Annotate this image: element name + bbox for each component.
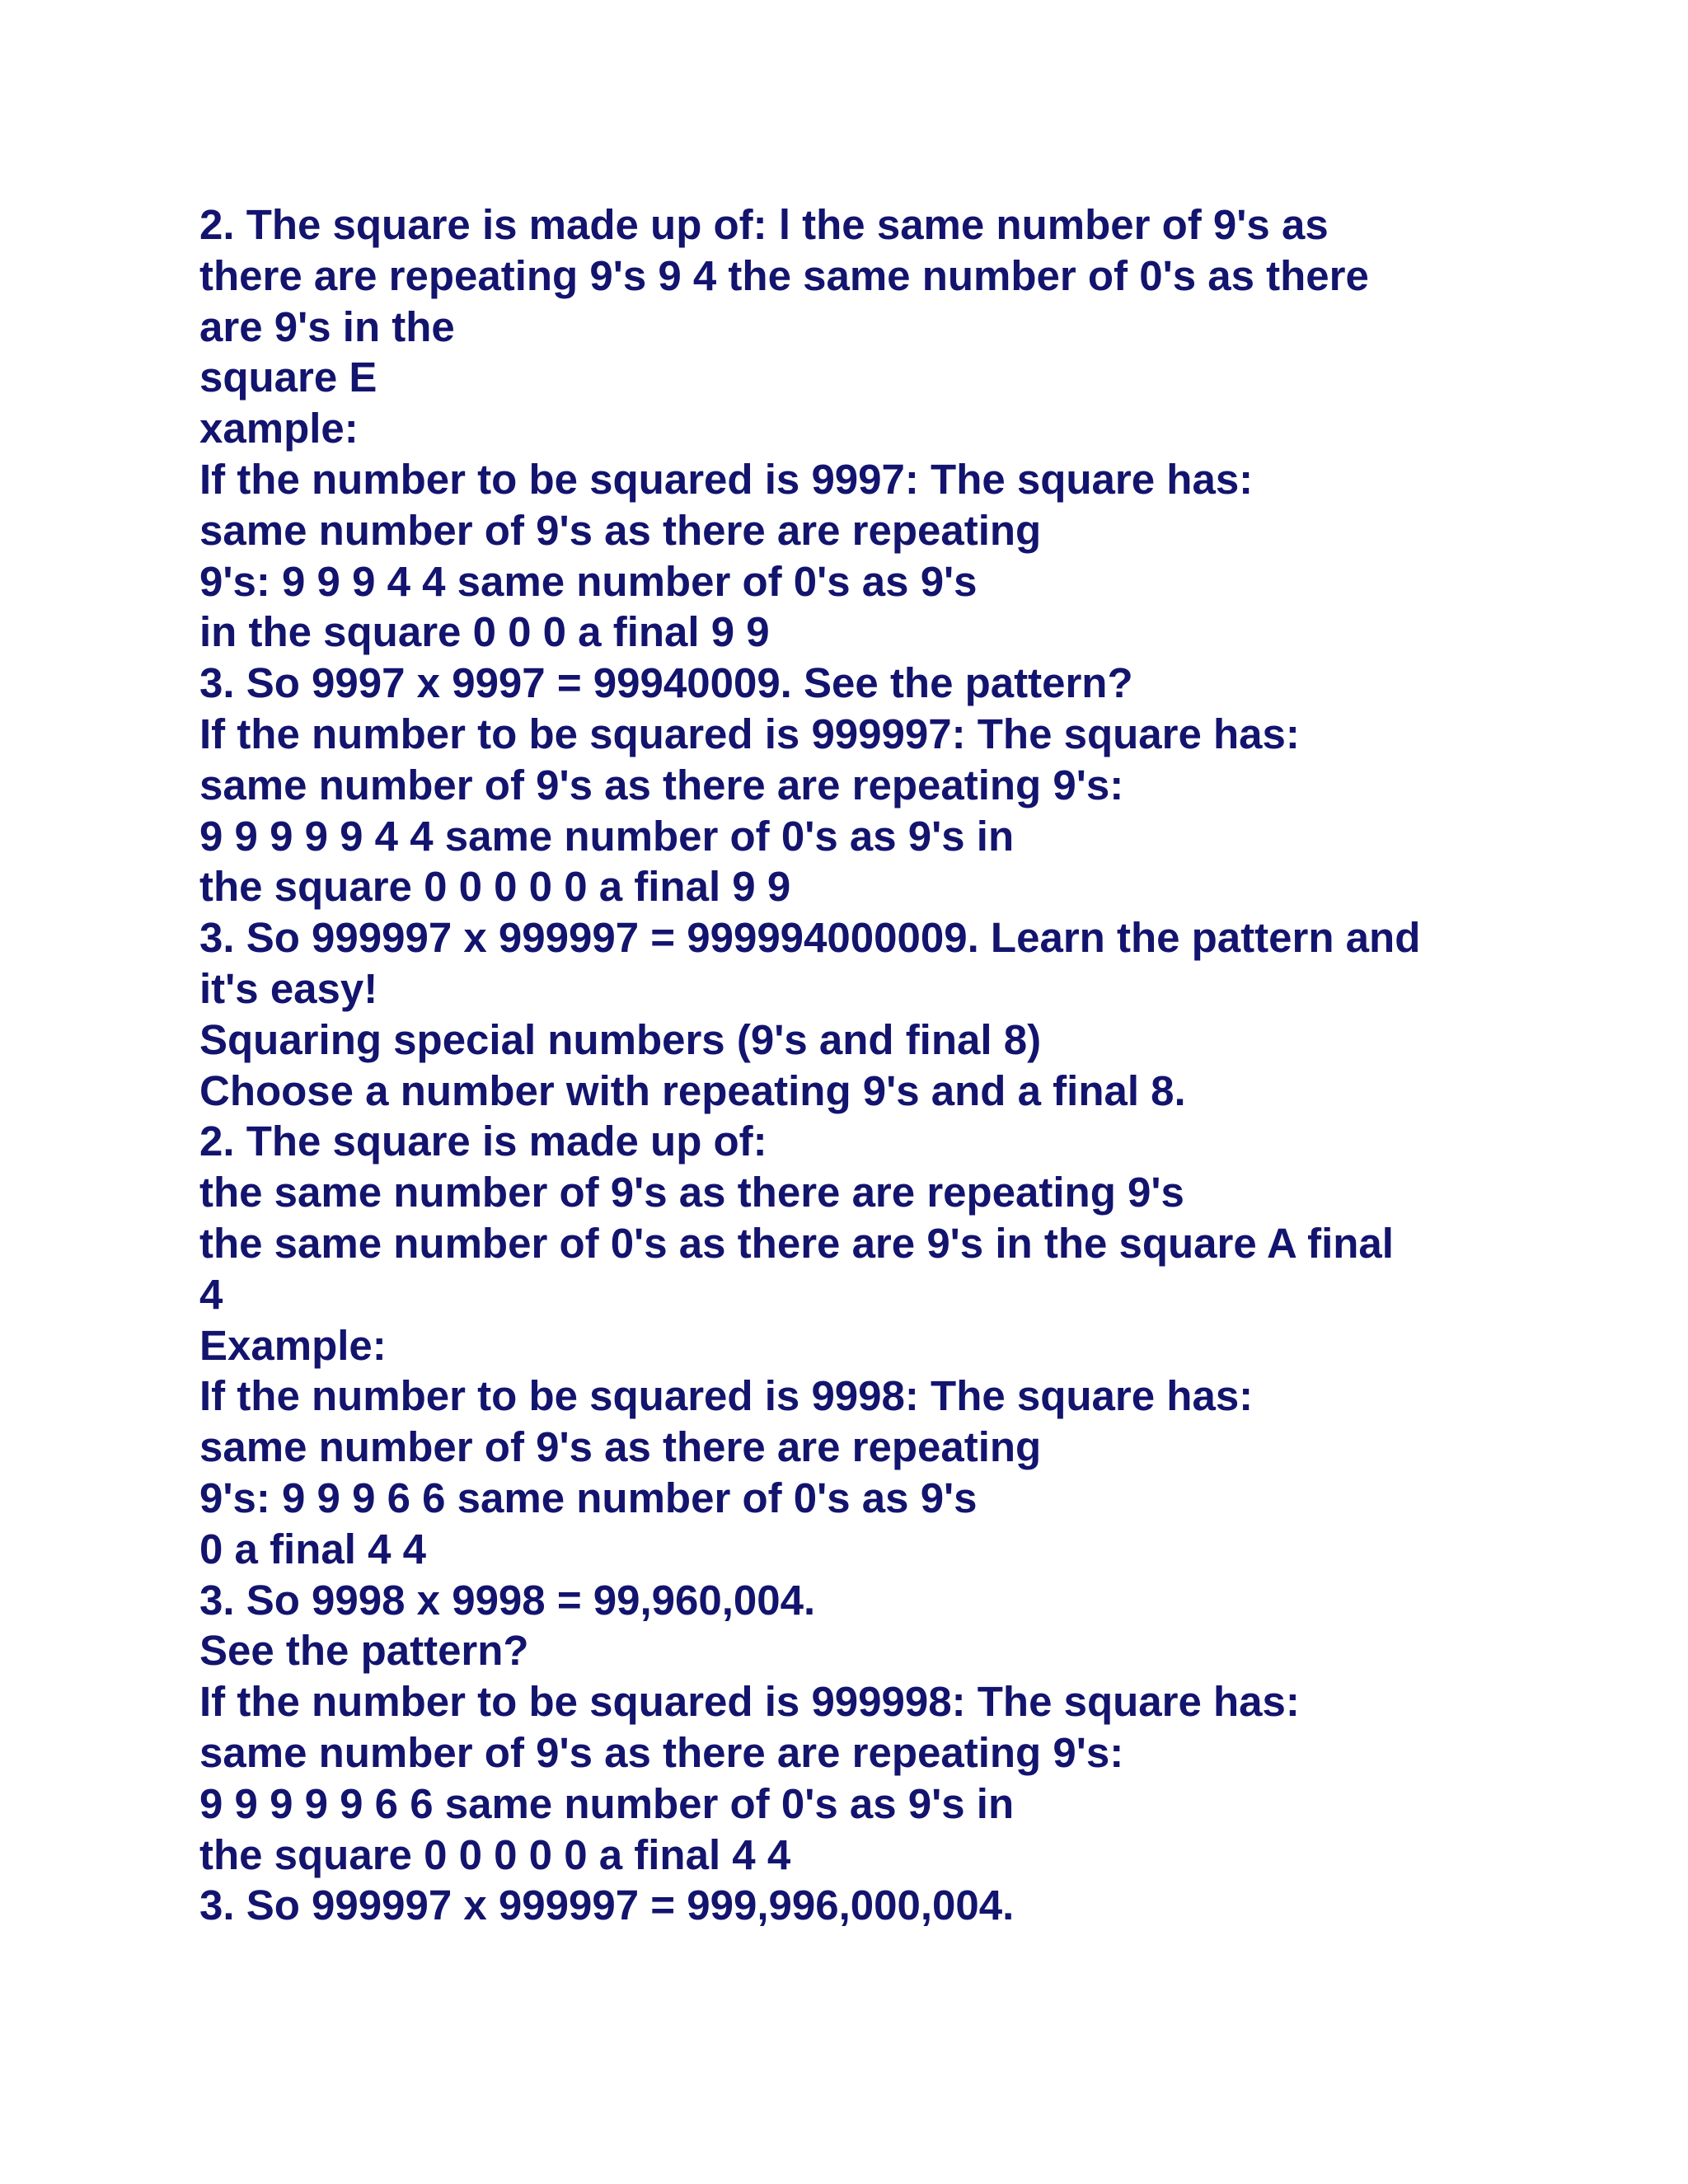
text-line: If the number to be squared is 9998: The square has: <box>199 1372 1254 1420</box>
text-line: 4 <box>199 1270 223 1318</box>
text-line: See the pattern? <box>199 1627 529 1675</box>
text-line: the same number of 0's as there are 9's in the square A final <box>199 1219 1394 1267</box>
text-line: xample: <box>199 405 359 452</box>
text-line: same number of 9's as there are repeating <box>199 506 1042 554</box>
text-line: If the number to be squared is 999998: The square has: <box>199 1678 1300 1726</box>
text-line: Choose a number with repeating 9's and a final 8. <box>199 1066 1186 1114</box>
text-line: 9 9 9 9 9 6 6 same number of 0's as 9's in <box>199 1779 1015 1827</box>
text-line: 9's: 9 9 9 6 6 same number of 0's as 9's <box>199 1474 978 1521</box>
text-line: there are repeating 9's 9 4 the same number of 0's as there <box>199 251 1369 299</box>
text-line: 3. So 999997 x 999997 = 999,996,000,004. <box>199 1882 1015 1929</box>
text-line: 9 9 9 9 9 4 4 same number of 0's as 9's in <box>199 812 1015 860</box>
text-line: the same number of 9's as there are repeating 9's <box>199 1169 1184 1216</box>
text-line: the square 0 0 0 0 0 a final 9 9 <box>199 863 791 911</box>
text-line: 2. The square is made up of: <box>199 1118 767 1165</box>
text-line: the square 0 0 0 0 0 a final 4 4 <box>199 1830 791 1878</box>
text-line: 3. So 9997 x 9997 = 99940009. See the pattern? <box>199 659 1133 707</box>
text-line: If the number to be squared is 999997: The square has: <box>199 710 1300 757</box>
text-line: 2. The square is made up of: l the same number of 9's as <box>199 201 1329 248</box>
text-line: in the square 0 0 0 a final 9 9 <box>199 608 770 656</box>
text-line: same number of 9's as there are repeating 9's: <box>199 1728 1124 1776</box>
text-line: 0 a final 4 4 <box>199 1525 426 1572</box>
document-body <box>199 199 1518 1931</box>
text-line: Squaring special numbers (9's and final 8) <box>199 1015 1042 1063</box>
text-line: same number of 9's as there are repeating 9's: <box>199 761 1124 808</box>
text-line: 3. So 999997 x 999997 = 999994000009. Learn the pattern and <box>199 914 1421 962</box>
text-line: it's easy! <box>199 964 378 1012</box>
text-line: 3. So 9998 x 9998 = 99,960,004. <box>199 1576 816 1624</box>
text-line: 9's: 9 9 9 4 4 same number of 0's as 9's <box>199 557 978 605</box>
text-line: If the number to be squared is 9997: The square has: <box>199 455 1254 503</box>
text-line: Example: <box>199 1321 387 1369</box>
text-line: square E <box>199 354 377 401</box>
text-line: are 9's in the <box>199 302 455 350</box>
text-line: same number of 9's as there are repeating <box>199 1423 1042 1471</box>
